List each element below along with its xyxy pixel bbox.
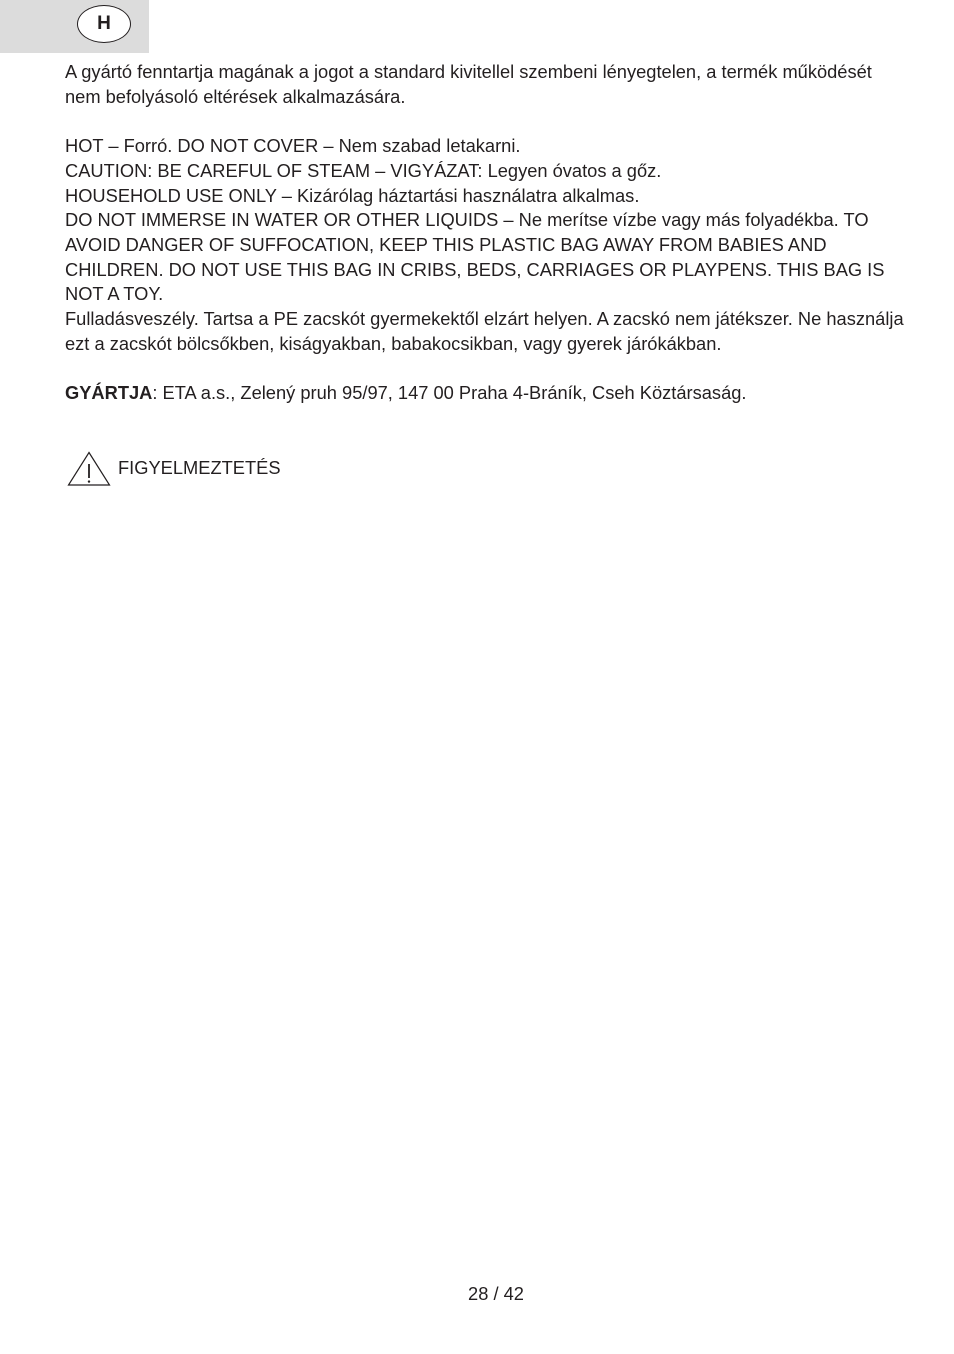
manufacturer-label: GYÁRTJA	[65, 382, 153, 404]
steam-caution-line: CAUTION: BE CAREFUL OF STEAM – VIGYÁZAT: Legyen óvatos a gőz.	[65, 159, 662, 181]
hot-cover-line: HOT – Forró. DO NOT COVER – Nem szabad letakarni.	[65, 135, 521, 157]
manufacturer-line	[65, 381, 905, 406]
page-number: 28 / 42	[468, 1283, 524, 1304]
warning-heading	[67, 451, 281, 487]
paragraph-gap	[65, 109, 905, 134]
warning-label: FIGYELMEZTETÉS	[118, 456, 281, 478]
warning-triangle-icon	[67, 451, 111, 487]
household-use-line: HOUSEHOLD USE ONLY – Kizárólag háztartási használatra alkalmas.	[65, 184, 640, 206]
immerse-warning-line: DO NOT IMMERSE IN WATER OR OTHER LIQUIDS – Ne merítse vízbe vagy más folyadékba. TO AVOID DANGER OF SUFFOCATION, KEEP THIS PLASTIC BAG AWAY FROM BABIES AND CHILDREN. DO NOT USE THIS BAG IN CRIBS, BEDS, CARRIAGES OR PLAYPENS. THIS BAG IS NOT A TOY.	[65, 209, 885, 305]
paragraph-gap	[65, 356, 905, 381]
language-tab	[0, 0, 149, 53]
document-body	[65, 60, 905, 406]
deviation-notice: A gyártó fenntartja magának a jogot a standard kivitellel szembeni lényegtelen, a termék működését nem befolyásoló eltérések alkalmazására.	[65, 61, 872, 107]
suffocation-warning-line: Fulladásveszély. Tartsa a PE zacskót gyermekektől elzárt helyen. A zacskó nem játékszer. Ne használja ezt a zacskót bölcsőkben, kiságyakban, babakocsikban, vagy gyerek járókákban.	[65, 308, 904, 354]
language-badge: H	[77, 5, 131, 43]
manufacturer-address: : ETA a.s., Zelený pruh 95/97, 147 00 Praha 4-Bráník, Cseh Köztársaság.	[152, 382, 747, 404]
